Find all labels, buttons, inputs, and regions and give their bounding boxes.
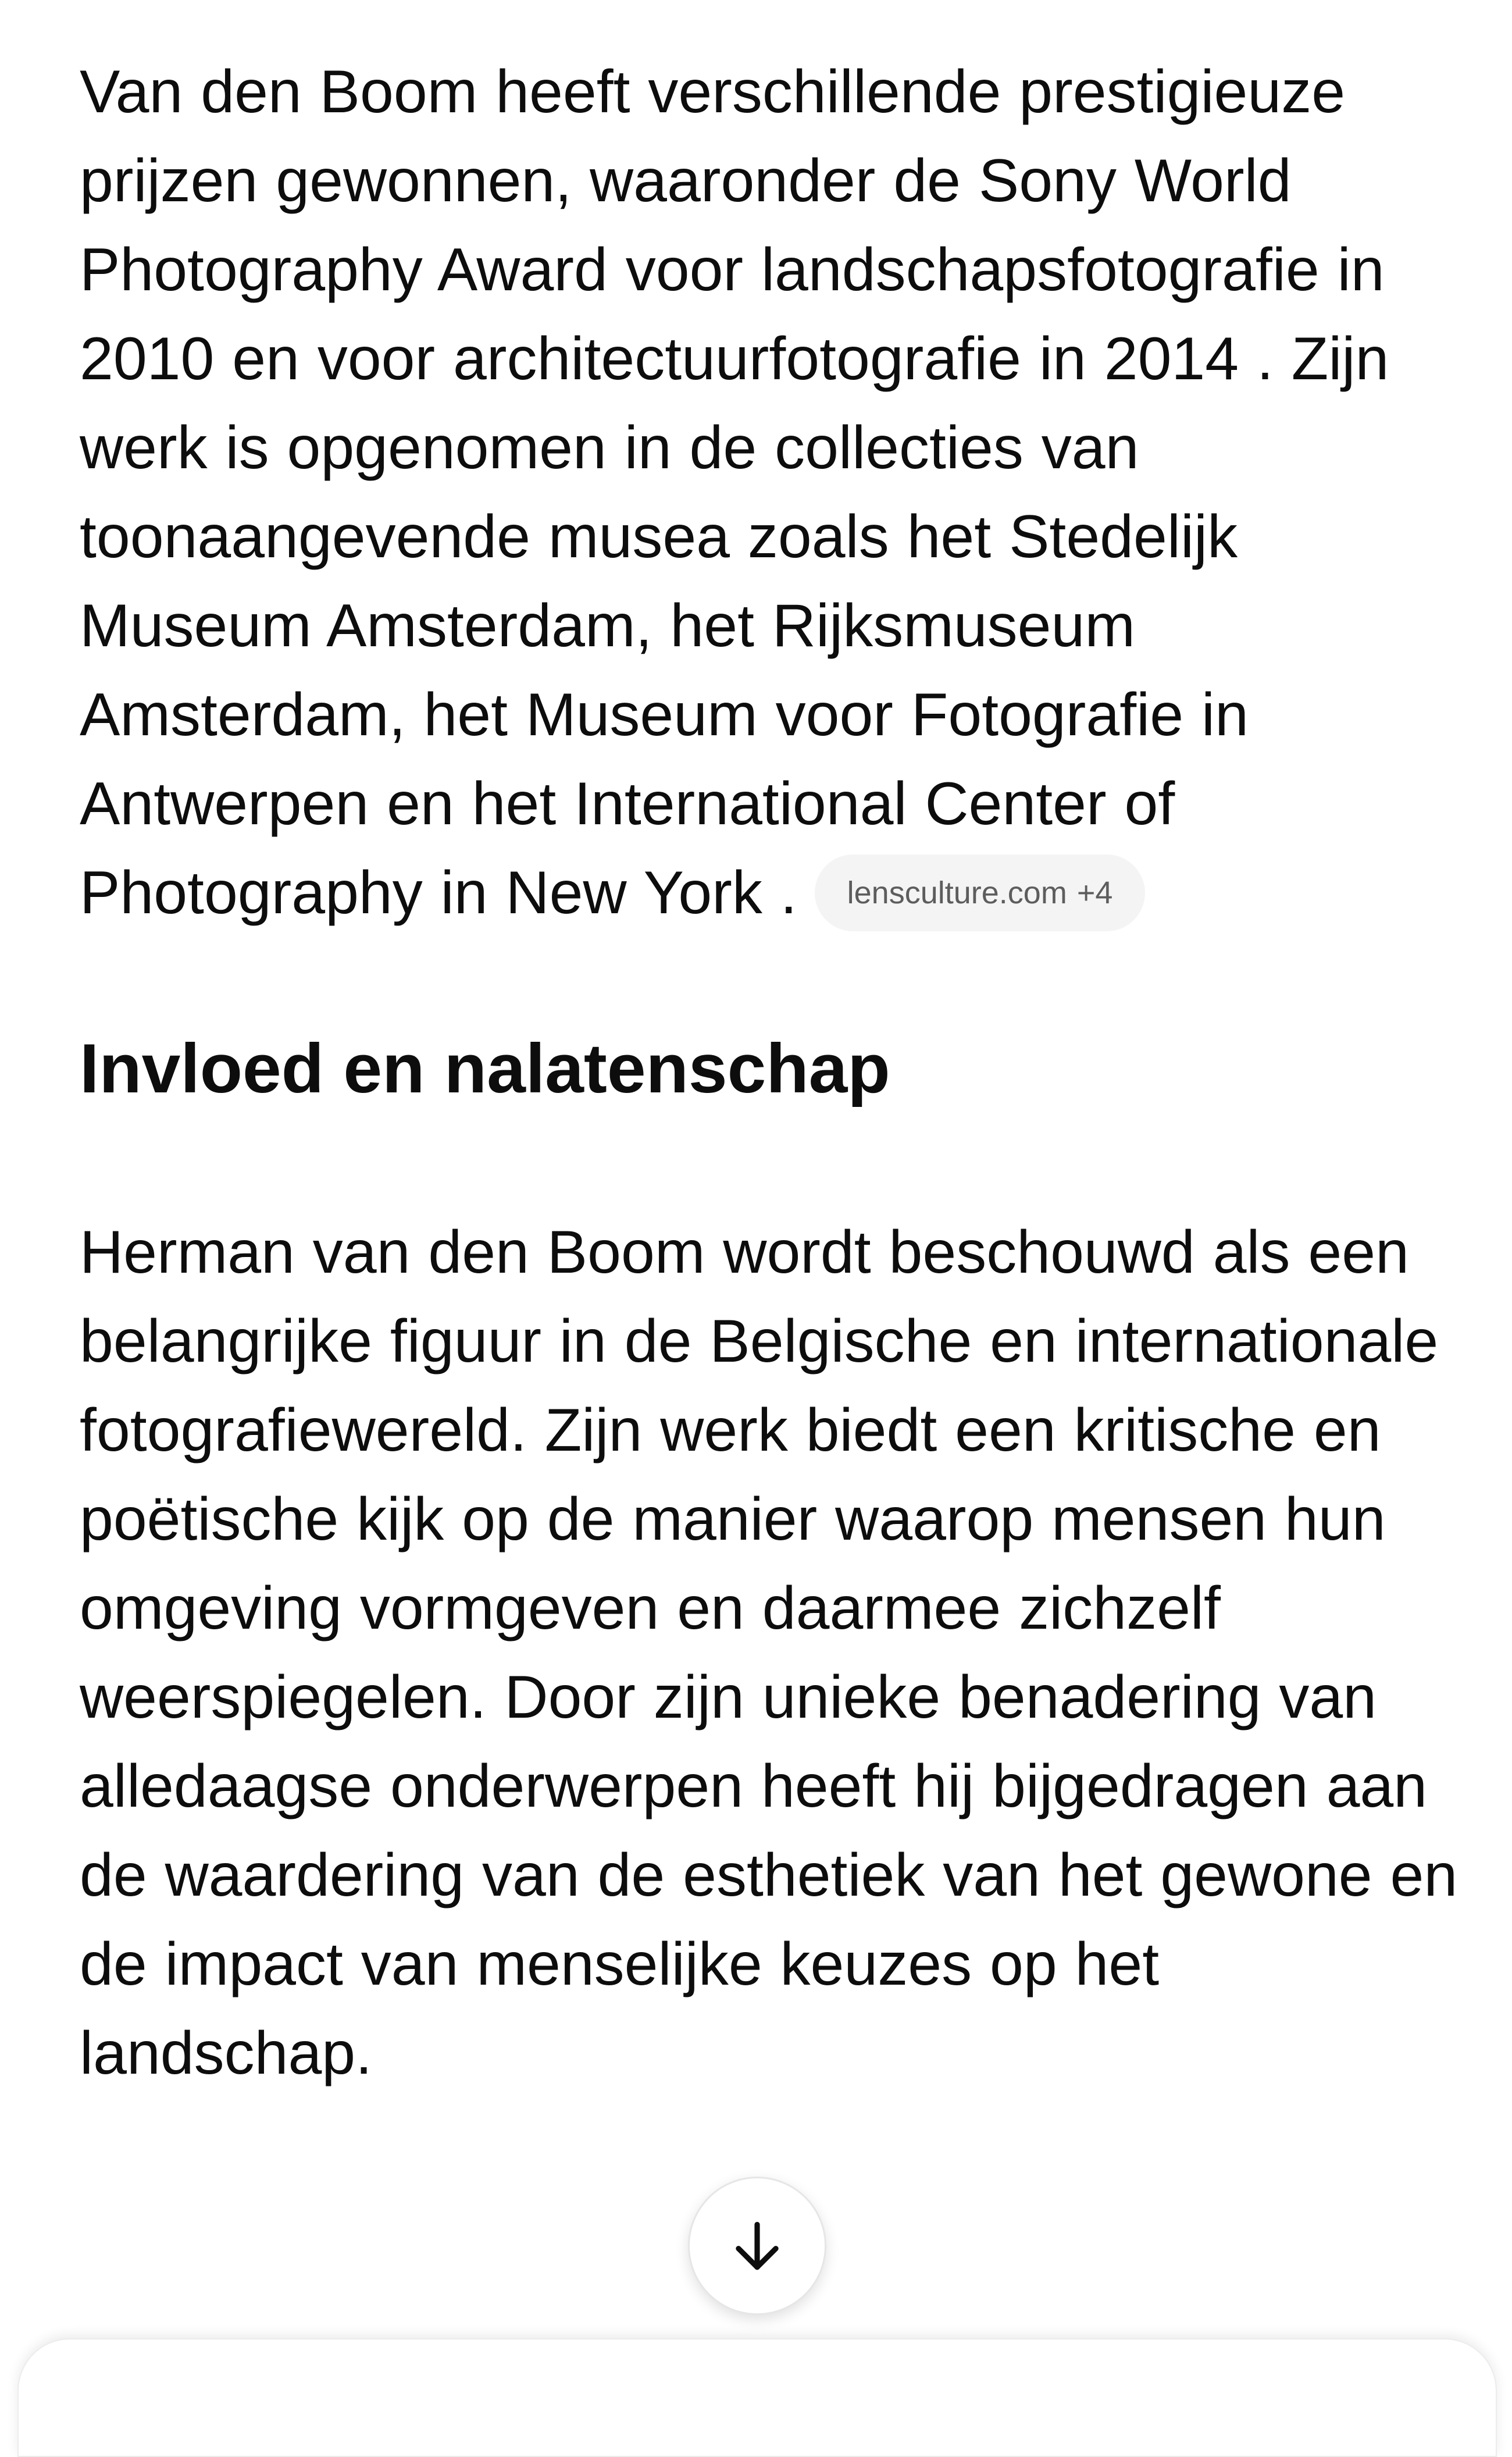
message-content — [80, 48, 1464, 2098]
arrow-down-icon — [725, 2214, 789, 2278]
source-citation-chip[interactable]: lensculture.com +4 — [815, 854, 1146, 931]
paragraph-awards-text: Van den Boom heeft verschillende prestigieuze prijzen gewonnen, waaronder de Sony World Photography Award voor landschapsfotografie in 2010 en voor architectuurfotografie in 2014 . Zijn werk is opgenomen in de collecties van toonaangevende musea zoals het Stedelijk Museum Amsterdam, het Rijksmuseum Amsterdam, het Museum voor Fotografie in Antwerpen en het International Center of Photography in New York . — [80, 58, 1389, 927]
scroll-to-bottom-button[interactable] — [688, 2177, 826, 2315]
composer-panel — [17, 2338, 1497, 2457]
paragraph-awards — [80, 48, 1464, 938]
section-heading: Invloed en nalatenschap — [80, 1030, 890, 1108]
paragraph-legacy: Herman van den Boom wordt beschouwd als een belangrijke figuur in de Belgische en internationale fotografiewereld. Zijn werk biedt een kritische en poëtische kijk op de manier waarop mensen hun omgeving vormgeven en daarmee zichzelf weerspiegelen. Door zijn unieke benadering van alledaagse onderwerpen heeft hij bijgedragen aan de waardering van de esthetiek van het gewone en de impact van menselijke keuzes op het landschap. — [80, 1219, 1458, 2087]
